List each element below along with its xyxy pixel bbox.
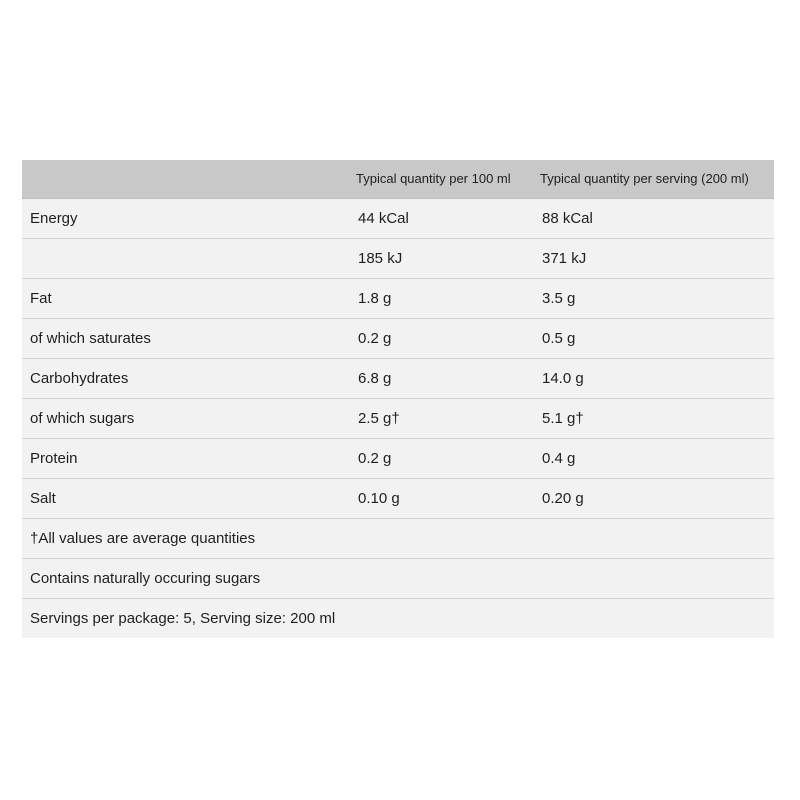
nutrient-name: Protein bbox=[30, 449, 78, 467]
header-per-serving: Typical quantity per serving (200 ml) bbox=[534, 160, 774, 199]
note-row bbox=[22, 519, 774, 559]
header-row bbox=[22, 160, 774, 199]
note-servings: Servings per package: 5, Serving size: 200 ml bbox=[30, 609, 336, 627]
nutrient-name: of which sugars bbox=[30, 409, 135, 427]
value-per-serving: 0.20 g bbox=[542, 489, 584, 507]
value-per-100ml: 0.2 g bbox=[358, 329, 392, 347]
value-per-serving: 0.5 g bbox=[542, 329, 576, 347]
value-per-100ml: 185 kJ bbox=[358, 249, 403, 267]
table-row bbox=[22, 479, 774, 519]
table-header bbox=[22, 160, 774, 199]
nutrient-name: Salt bbox=[30, 489, 56, 507]
value-per-serving: 14.0 g bbox=[542, 369, 584, 387]
note-row bbox=[22, 599, 774, 639]
value-per-100ml: 1.8 g bbox=[358, 289, 392, 307]
value-per-100ml: 0.2 g bbox=[358, 449, 392, 467]
value-per-100ml: 44 kCal bbox=[358, 209, 409, 227]
nutrient-name: Carbohydrates bbox=[30, 369, 129, 387]
table-row bbox=[22, 319, 774, 359]
table-body bbox=[22, 199, 774, 639]
value-per-serving: 371 kJ bbox=[542, 249, 587, 267]
table-row bbox=[22, 279, 774, 319]
nutrient-name: of which saturates bbox=[30, 329, 151, 347]
table-row bbox=[22, 359, 774, 399]
value-per-serving: 0.4 g bbox=[542, 449, 576, 467]
header-per-100ml: Typical quantity per 100 ml bbox=[350, 160, 534, 199]
nutrient-name: Energy bbox=[30, 209, 78, 227]
value-per-100ml: 0.10 g bbox=[358, 489, 400, 507]
nutrient-name: Fat bbox=[30, 289, 52, 307]
value-per-serving: 5.1 g† bbox=[542, 409, 584, 427]
nutrition-table bbox=[22, 160, 774, 638]
table-row bbox=[22, 199, 774, 239]
note-row bbox=[22, 559, 774, 599]
header-nutrient bbox=[22, 160, 350, 199]
note-natural-sugars: Contains naturally occuring sugars bbox=[30, 569, 261, 587]
value-per-serving: 3.5 g bbox=[542, 289, 576, 307]
table-row bbox=[22, 399, 774, 439]
value-per-100ml: 2.5 g† bbox=[358, 409, 400, 427]
nutrient-name bbox=[22, 239, 350, 279]
table-row bbox=[22, 439, 774, 479]
value-per-serving: 88 kCal bbox=[542, 209, 593, 227]
note-average-values: †All values are average quantities bbox=[30, 529, 256, 547]
table-row bbox=[22, 239, 774, 279]
value-per-100ml: 6.8 g bbox=[358, 369, 392, 387]
